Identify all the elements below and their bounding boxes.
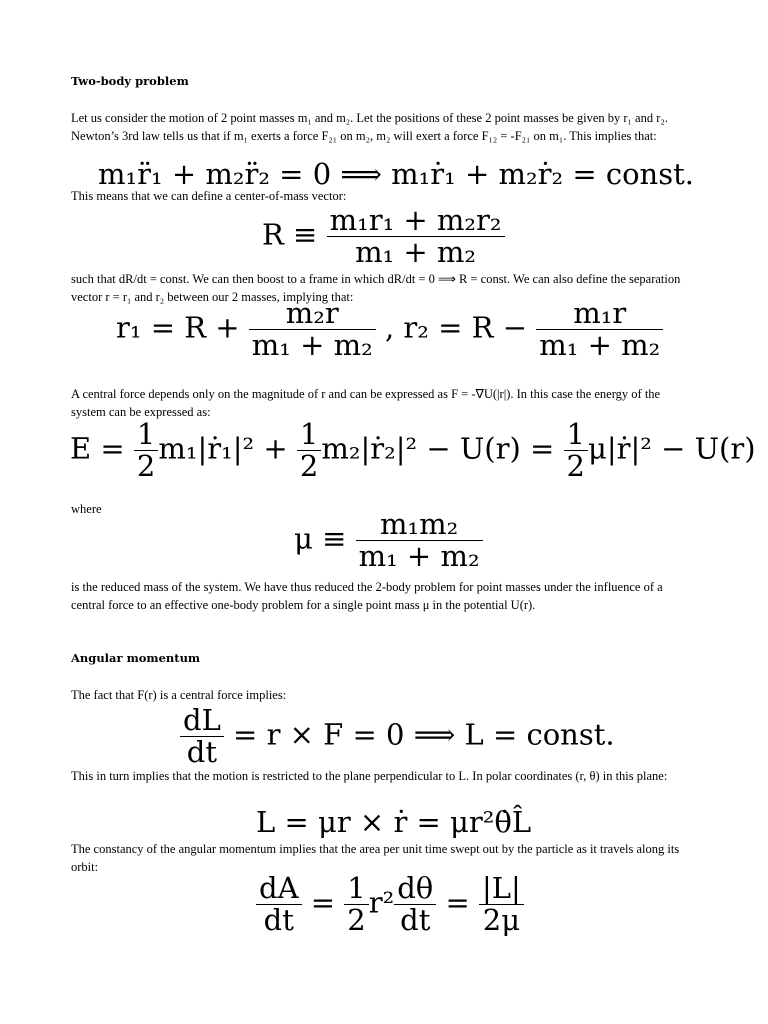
eq-energy-b: m₁|ṙ₁|² + (158, 431, 288, 466)
eq-dLdt (180, 703, 224, 769)
eq-dAdt-num: dA (259, 871, 299, 905)
eq-energy-half1 (134, 417, 158, 483)
equation-center-of-mass (262, 203, 505, 269)
eq-pos-b: , r₂ = R − (385, 310, 528, 345)
eq-com-fraction (327, 203, 505, 269)
eq-com-denominator: m₁ + m₂ (355, 235, 477, 269)
eq-pos-frac2 (536, 296, 663, 362)
eq-pos-frac1 (249, 296, 376, 362)
equation-positions (116, 296, 663, 362)
eq-energy-half3 (564, 417, 588, 483)
eq-L-over-2mu (479, 871, 524, 937)
eq-energy-half2 (297, 417, 321, 483)
eq-mu-num: m₁m₂ (379, 507, 459, 541)
paragraph-com: This means that we can define a center-of-mass vector: (71, 189, 347, 203)
eq-dthetadt-num: dθ (397, 871, 434, 905)
eq-dLdt-den: dt (186, 735, 218, 769)
paragraph-plane: This in turn implies that the motion is restricted to the plane perpendicular to L. In polar coordinates (r, θ) in this plane: (71, 769, 668, 783)
eq-L-over-2mu-num: |L| (482, 871, 521, 905)
eq-pos-den1: m₁ + m₂ (251, 328, 373, 362)
eq-com-numerator: m₁r₁ + m₂r₂ (329, 203, 502, 237)
paragraph-intro: Let us consider the motion of 2 point masses m₁ and m₂. Let the positions of these 2 point masses be given by r₁ and r₂. Newton’s 3rd law tells us that if m₁ exerts a force F₂₁ on m₂, m₂ will exert a force F₁₂ = -F₂₁ on m₁. This implies that: (71, 111, 668, 143)
eq-energy-half2-den: 2 (299, 449, 319, 483)
eq-dAdt-den: dt (263, 903, 294, 937)
heading-angular-momentum: Angular momentum (71, 651, 201, 665)
paragraph-boost: such that dR/dt = const. We can then boost to a frame in which dR/dt = 0 ⟹ R = const. We can also define the separation vector r = r₁ and r₂ between our 2 masses, implying that: (71, 272, 681, 304)
paragraph-central-force: A central force depends only on the magnitude of r and can be expressed as F = -∇U(|r|). In this case the energy of the system can be expressed as: (71, 387, 661, 419)
equation-L-polar: L = μr × ṙ = μr²θ̇L̂ (256, 805, 532, 839)
eq-area-r2: r² (368, 885, 395, 920)
eq-energy-half1-num: 1 (136, 417, 156, 451)
eq-pos-num2: m₁r (573, 296, 627, 330)
eq-energy-d: μ|ṙ|² − U(r) (587, 431, 756, 466)
eq-area-equals2: = (445, 885, 470, 920)
eq-energy-half3-den: 2 (566, 449, 585, 483)
paragraph-central-implies: The fact that F(r) is a central force implies: (71, 688, 287, 702)
eq-L-over-2mu-den: 2μ (482, 903, 521, 937)
eq-area-half-num: 1 (347, 871, 366, 905)
eq-dAdt (256, 871, 302, 937)
eq-energy-half2-num: 1 (299, 417, 319, 451)
equation-areal-velocity (256, 871, 524, 937)
paragraph-reduced-mass: is the reduced mass of the system. We have thus reduced the 2-body problem for point masses under the influence of a central force to an effective one-body problem for a single point mass μ in the potential U(r). (71, 580, 663, 612)
eq-dthetadt-den: dt (400, 903, 431, 937)
equation-momentum-conservation: m₁r̈₁ + m₂r̈₂ = 0 ⟹ m₁ṙ₁ + m₂ṙ₂ = const. (98, 157, 694, 191)
equation-angular-momentum-const (180, 703, 615, 769)
eq-dLdt-rest: = r × F = 0 ⟹ L = const. (233, 717, 615, 752)
eq-area-half-den: 2 (347, 903, 366, 937)
eq-pos-a: r₁ = R + (116, 310, 240, 345)
eq-dLdt-num: dL (183, 703, 221, 737)
eq-energy-half3-num: 1 (566, 417, 585, 451)
eq-pos-num1: m₂r (285, 296, 339, 330)
eq-area-half (344, 871, 368, 937)
eq-area-equals1: = (310, 885, 336, 920)
eq-pos-den2: m₁ + m₂ (539, 328, 661, 362)
eq-energy-half1-den: 2 (136, 449, 156, 483)
paragraph-area: The constancy of the angular momentum implies that the area per unit time swept out by the particle as it travels along its orbit: (71, 842, 680, 874)
eq-com-lhs: R ≡ (262, 217, 318, 252)
eq-energy-a: E = (70, 431, 125, 466)
eq-dthetadt (394, 871, 436, 937)
eq-mu-fraction (356, 507, 483, 573)
eq-energy-c: m₂|ṙ₂|² − U(r) = (321, 431, 555, 466)
paragraph-where: where (71, 502, 102, 516)
equation-reduced-mass (294, 507, 483, 573)
equation-energy (70, 417, 756, 483)
eq-mu-lhs: μ ≡ (294, 521, 347, 556)
heading-two-body: Two-body problem (71, 74, 189, 88)
eq-mu-den: m₁ + m₂ (358, 539, 480, 573)
